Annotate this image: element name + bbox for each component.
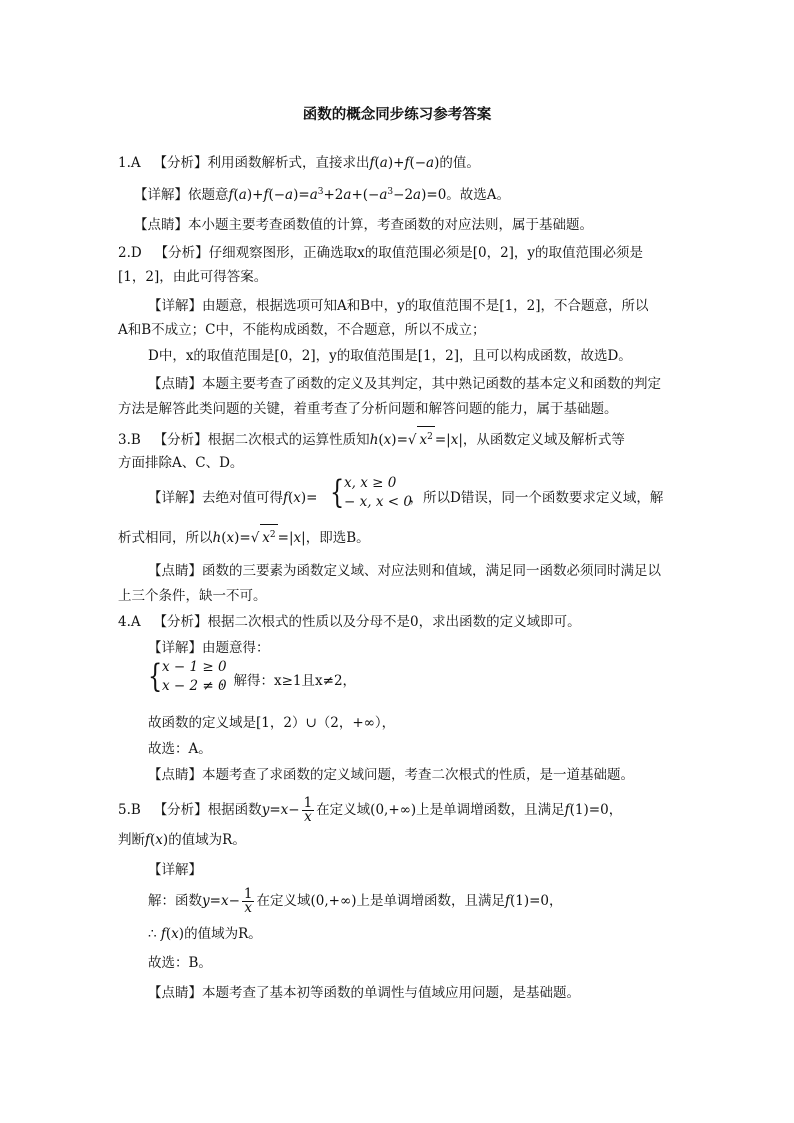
q5-solution-line: 解：函数y=x− $\frac{1}{x}$ 在定义域(0,+∞)上是单调增函数，且满足f(1)=0， <box>148 886 563 916</box>
q3-point-line-2: 上三个条件，缺一不可。 <box>118 588 267 604</box>
q5-number: 5.B <box>118 802 141 818</box>
q2-point-line-2: 方法是解答此类问题的关键，着重考查了分析问题和解答问题的能力，属于基础题。 <box>118 401 618 417</box>
q4-detail-line: 【详解】由题意得： <box>148 640 270 656</box>
q3-detail-line-2: 析式相同，所以h(x)=√ $x^2 =|x|$，即选B。 <box>118 524 678 548</box>
q4-point-line: 【点睛】本题考查了求函数的定义域问题，考查二次根式的性质，是一道基础题。 <box>148 767 634 783</box>
q2-point-line-1: 【点睛】本题主要考查了函数的定义及其判定，其中熟记函数的基本定义和函数的判定 <box>148 376 661 392</box>
q4-detail-tag: 【详解】 <box>148 640 202 656</box>
q2-detail-line-3: D中，x的取值范围是[0，2]，y的取值范围是[1，2]，且可以构成函数，故选D。 <box>148 348 632 364</box>
q4-solution: ，解得：x≥1且x≠2， <box>220 673 357 689</box>
q2-analysis-line-2: [1，2]，由此可得答案。 <box>118 269 268 285</box>
q4-choose: 故选：A。 <box>148 741 212 757</box>
q5-analysis-tag: 【分析】 <box>153 802 208 818</box>
q2-point-tag: 【点睛】 <box>148 376 202 392</box>
q2-number: 2.D <box>118 245 142 261</box>
q3-analysis-line-2: 方面排除A、C、D。 <box>118 455 244 471</box>
q1-detail-line: 【详解】依题意$f(a)+f(-a)=a^3+2a+(-a^3-2a)=0$。故选A。 <box>134 187 511 203</box>
q4-domain: 故函数的定义域是[1，2）∪（2，+∞）， <box>148 715 396 731</box>
q3-formula: h <box>369 432 379 448</box>
q4-analysis-tag: 【分析】 <box>153 614 208 630</box>
q4-inequality-system: { x − 1 ≥ 0 x − 2 ≠ 0 <box>148 657 227 695</box>
q4-analysis-line: 4.A 【分析】根据二次根式的性质以及分母不是0，求出函数的定义域即可。 <box>118 614 581 630</box>
q5-therefore-line: ∴ f(x)的值域为R。 <box>148 926 262 942</box>
q1-detail-formula: f <box>228 187 234 203</box>
q2-analysis-tag: 【分析】 <box>154 245 209 261</box>
q4-number: 4.A <box>118 614 141 630</box>
q2-detail-line-2: A和B不成立；C中，不能构成函数，不合题意，所以不成立； <box>118 322 486 338</box>
q2-analysis-line-1: 2.D 【分析】仔细观察图形，正确选取x的取值范围必须是[0，2]，y的取值范围必须是 <box>118 245 644 261</box>
q5-choose: 故选：B。 <box>148 955 212 971</box>
q1-point-tag: 【点睛】 <box>134 217 188 233</box>
q5-detail-tag: 【详解】 <box>148 862 202 878</box>
q3-point-line-1: 【点睛】函数的三要素为函数定义域、对应法则和值域，满足同一函数必须同时满足以 <box>148 563 661 579</box>
q3-piecewise: { x, x ≥ 0 − x, x < 0 <box>330 473 412 511</box>
q3-analysis-tag: 【分析】 <box>153 432 208 448</box>
page-title: 函数的概念同步练习参考答案 <box>302 106 492 123</box>
q1-formula: f <box>369 155 375 171</box>
q4-point-tag: 【点睛】 <box>148 767 202 783</box>
q1-analysis-tag: 【分析】 <box>153 155 208 171</box>
q3-number: 3.B <box>118 432 141 448</box>
q3-detail-tag: 【详解】 <box>148 490 202 506</box>
q1-point-line: 【点睛】本小题主要考查函数值的计算，考查函数的对应法则，属于基础题。 <box>134 217 593 233</box>
q5-point-line: 【点睛】本题考查了基本初等函数的单调性与值域应用问题，是基础题。 <box>148 985 580 1001</box>
q2-detail-tag: 【详解】 <box>148 298 202 314</box>
q3-point-tag: 【点睛】 <box>148 563 202 579</box>
q3-detail-line-1: 【详解】去绝对值可得f(x)= ，所以D错误，同一个函数要求定义域，解 <box>148 490 664 506</box>
q5-point-tag: 【点睛】 <box>148 985 202 1001</box>
q3-analysis-line-1: 3.B 【分析】根据二次根式的运算性质知h(x)=√ $x^2 =|x|$，从函数定义域及解析式等 <box>118 426 678 450</box>
q5-solution-fraction: $\frac{1}{x}$ <box>243 886 253 916</box>
q5-analysis-line-2: 判断f(x)的值域为R。 <box>118 832 246 848</box>
q1-detail-tag: 【详解】 <box>134 187 188 203</box>
q1-number: 1.A <box>118 155 141 171</box>
q5-fraction: $\frac{1}{x}$ <box>303 795 313 825</box>
q2-detail-line-1: 【详解】由题意，根据选项可知A和B中，y的取值范围不是[1，2]，不合题意，所以 <box>148 298 649 314</box>
q5-analysis-line-1: 5.B 【分析】根据函数y=x− $\frac{1}{x}$ 在定义域(0,+∞)上是单调增函数，且满足f(1)=0， <box>118 795 623 825</box>
q1-analysis-line: 1.A 【分析】利用函数解析式，直接求出f(a)+f(−a)的值。 <box>118 155 480 171</box>
